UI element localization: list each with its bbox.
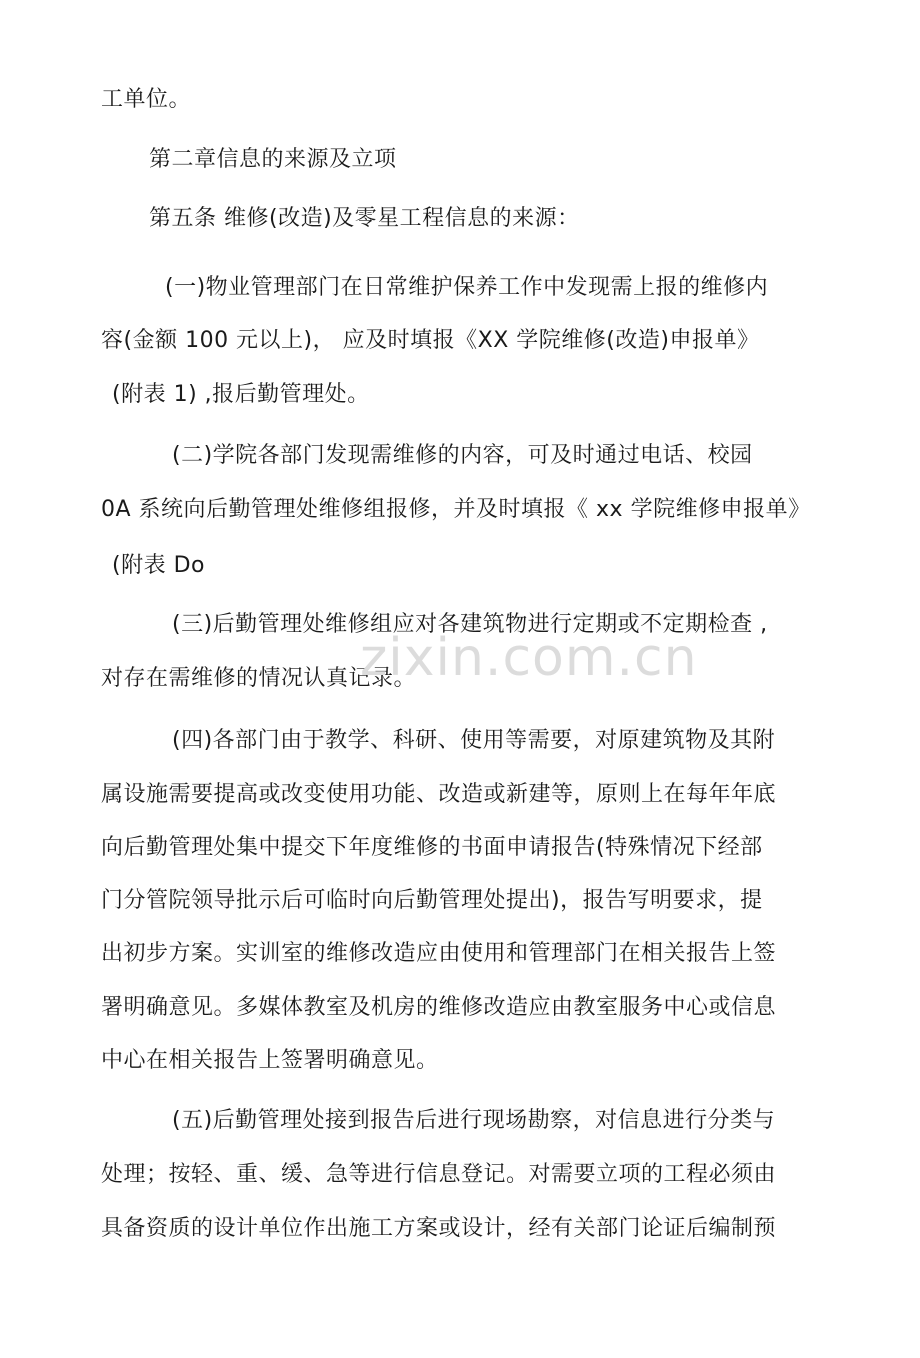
text-line-17: 署明确意见。多媒体教室及机房的维修改造应由教室服务中心或信息 [101, 995, 777, 1020]
text-line-6: (附表 1) ,报后勤管理处。 [112, 382, 370, 407]
text-line-15: 门分管院领导批示后可临时向后勤管理处提出)，报告写明要求，提 [101, 888, 763, 913]
text-line-8: 0A 系统向后勤管理处维修组报修，并及时填报《 xx 学院维修申报单》 [101, 497, 811, 522]
text-line-7: (二)学院各部门发现需维修的内容，可及时通过电话、校园 [172, 443, 753, 468]
text-line-9: (附表 Do [112, 553, 205, 578]
text-line-16: 出初步方案。实训室的维修改造应由使用和管理部门在相关报告上签 [101, 941, 777, 966]
text-line-18: 中心在相关报告上签署明确意见。 [101, 1048, 439, 1073]
chapter-heading: 第二章信息的来源及立项 [149, 147, 397, 172]
text-line-19: (五)后勤管理处接到报告后进行现场勘察，对信息进行分类与 [172, 1108, 776, 1133]
text-line-12: (四)各部门由于教学、科研、使用等需要，对原建筑物及其附 [172, 728, 776, 753]
text-line-1: 工单位。 [101, 87, 192, 112]
text-line-21: 具备资质的设计单位作出施工方案或设计，经有关部门论证后编制预 [101, 1216, 777, 1241]
text-line-10: (三)后勤管理处维修组应对各建筑物进行定期或不定期检查 , [172, 612, 768, 637]
watermark: zixin.com.cn [360, 628, 698, 688]
text-line-5: 容(金额 100 元以上)， 应及时填报《XX 学院维修(改造)申报单》 [101, 328, 760, 353]
text-line-14: 向后勤管理处集中提交下年度维修的书面申请报告(特殊情况下经部 [101, 835, 763, 860]
text-line-4: (一)物业管理部门在日常维护保养工作中发现需上报的维修内 [165, 275, 769, 300]
text-line-11: 对存在需维修的情况认真记录。 [101, 666, 417, 691]
article-heading: 第五条 维修(改造)及零星工程信息的来源： [149, 206, 580, 231]
text-line-13: 属设施需要提高或改变使用功能、改造或新建等，原则上在每年年底 [101, 782, 777, 807]
text-line-20: 处理；按轻、重、缓、急等进行信息登记。对需要立项的工程必须由 [101, 1162, 777, 1187]
